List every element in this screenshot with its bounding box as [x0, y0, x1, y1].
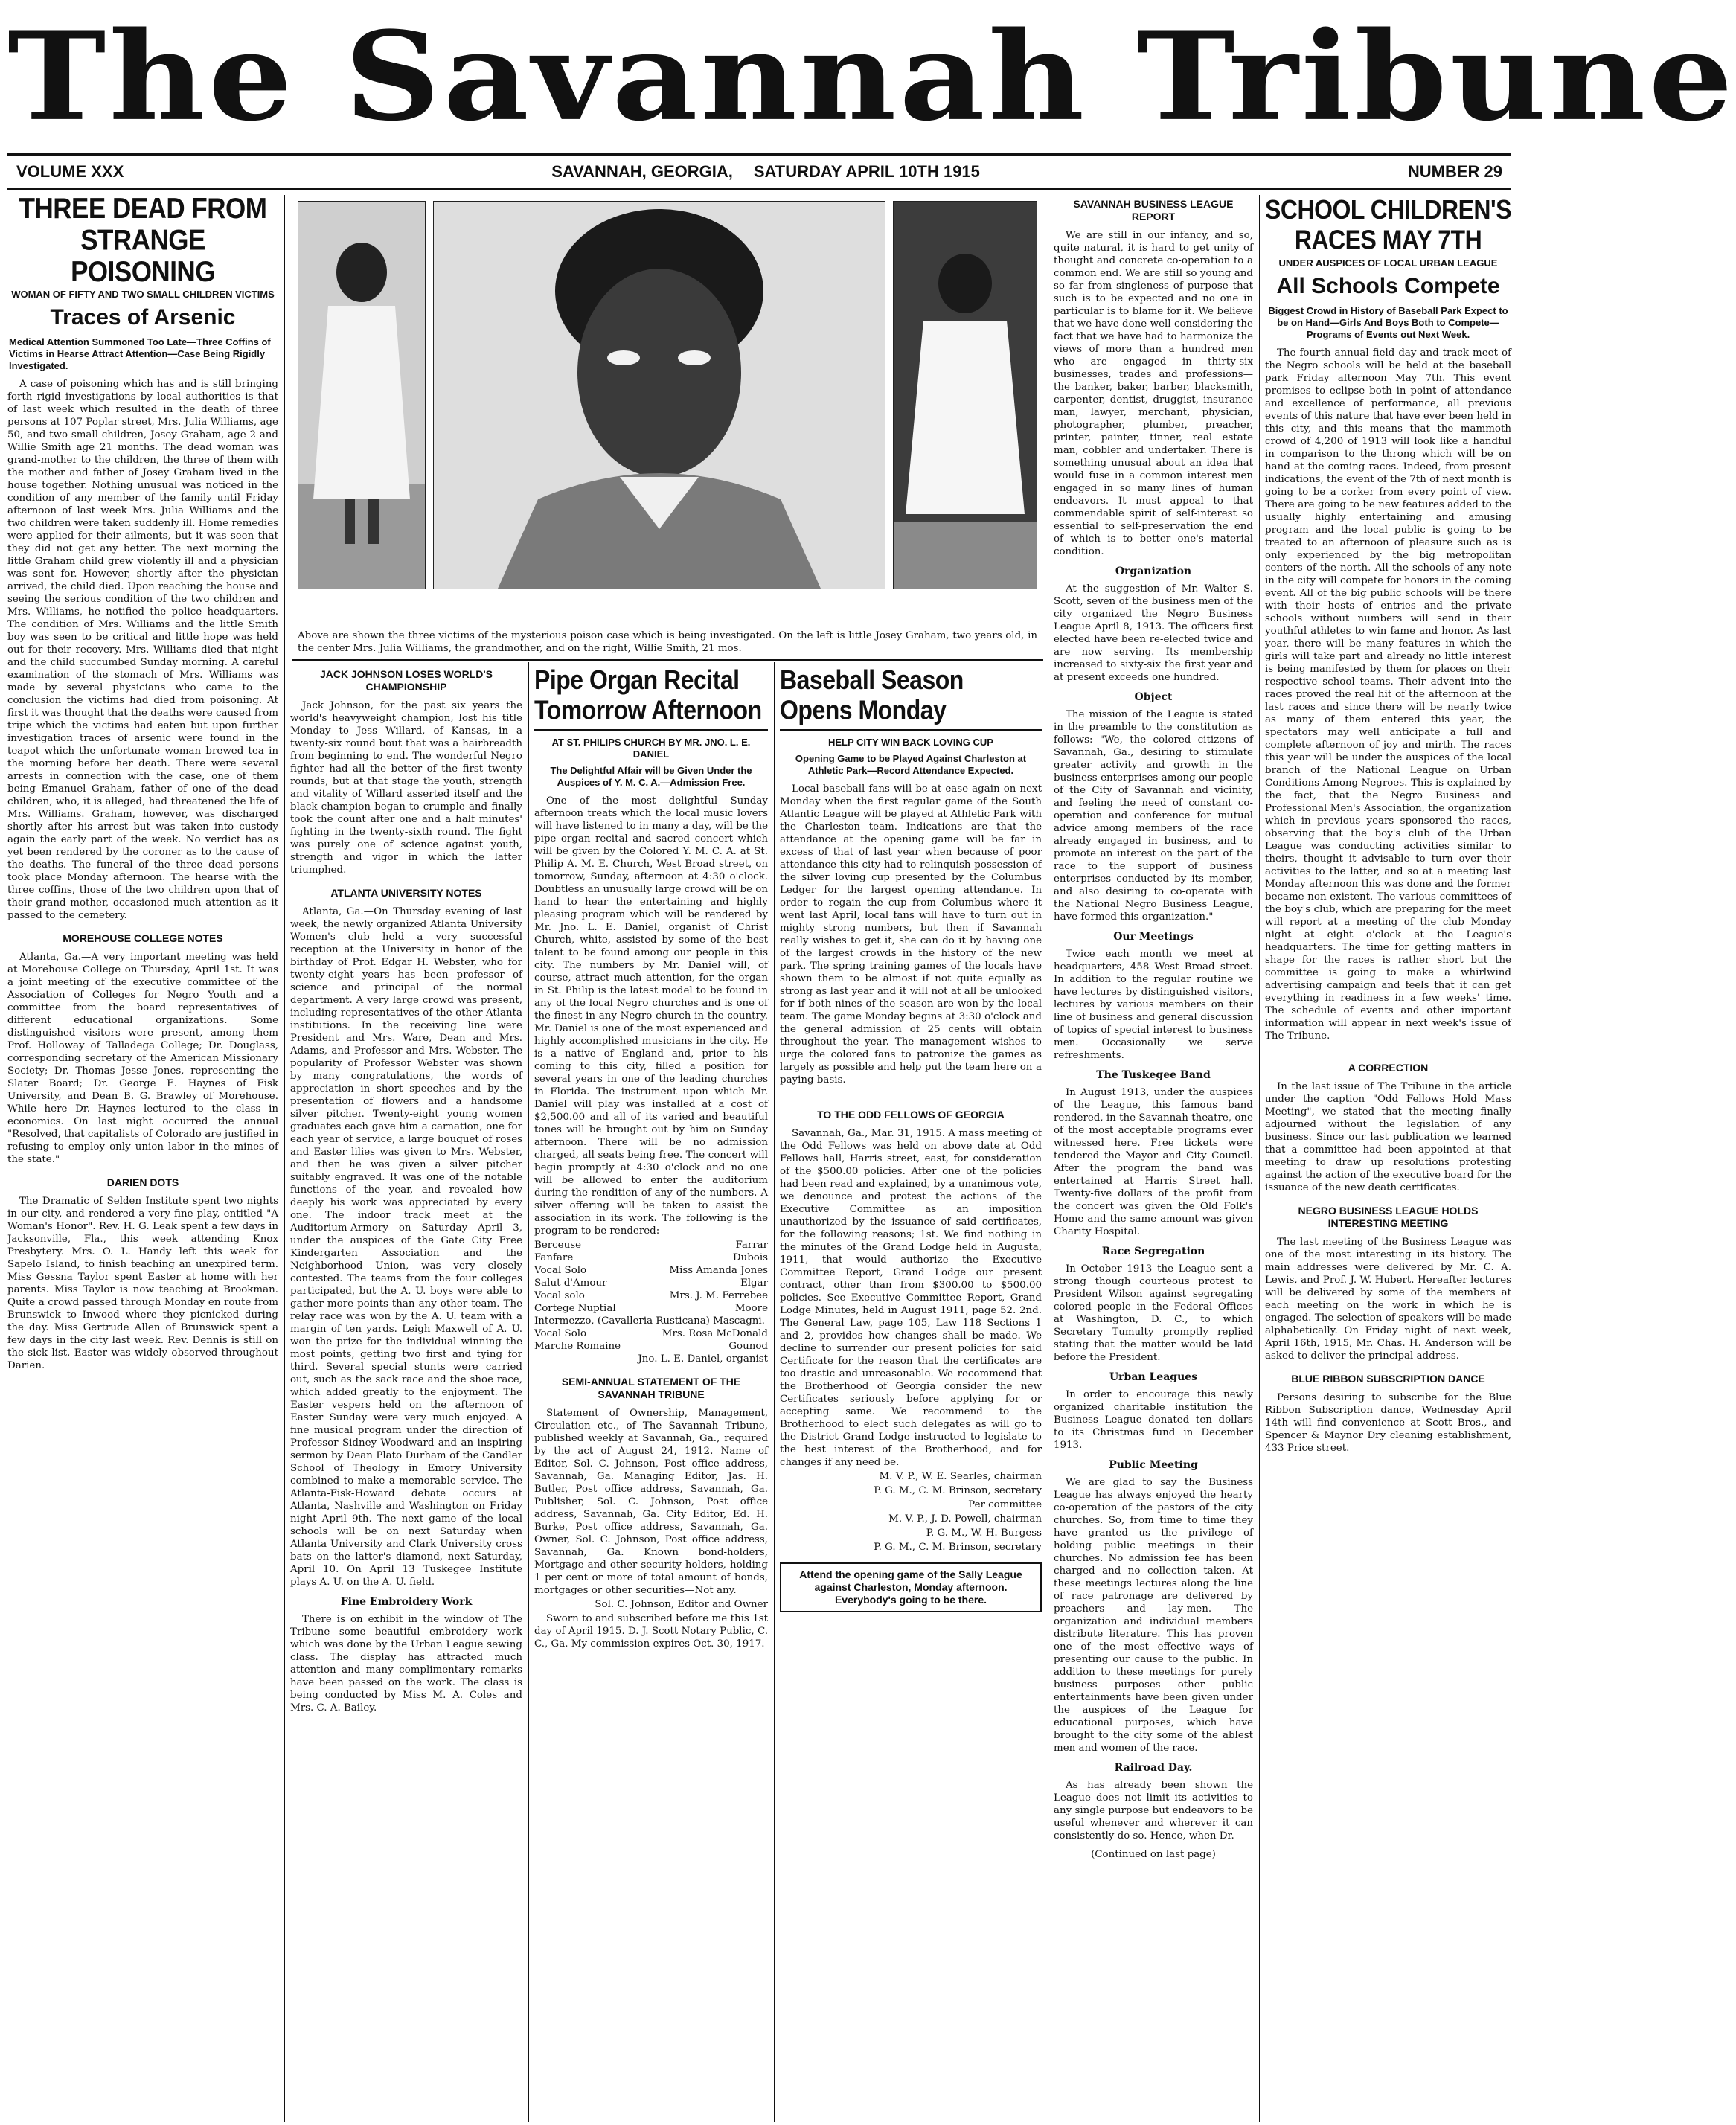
- program-item: Berceuse Farrar: [534, 1240, 768, 1251]
- date-label: SATURDAY APRIL 10TH 1915: [753, 162, 980, 181]
- oddfellows-signature: Per committee: [968, 1499, 1042, 1510]
- column-baseball: [780, 665, 1042, 2122]
- subhead-organization: Organization: [1115, 565, 1192, 577]
- subhead-arsenic: Traces of Arsenic: [50, 305, 236, 330]
- article-band-body: In August 1913, under the auspices of the League, this famous band rendered, in the Savannah theatre, one of the most acceptable programs ever witnessed here. Free tickets were tendered the Mayor and City Council. After the program the band was entertained at Harris Street hall. Twenty-five dollars of the profit from the concert was given the Old Folk's Home and the same amount was given Charity Hospital.: [1054, 1087, 1253, 1237]
- headline-atlanta: ATLANTA UNIVERSITY NOTES: [330, 887, 482, 899]
- subhead-segregation: Race Segregation: [1101, 1246, 1205, 1257]
- article-object-body: The mission of the League is stated in the preamble to the constitution as follows: "We, the colored citizens of Savannah, Ga., desiring to stimulate greater activity and growth in the business enterprises among our people of the City of Savannah and vicinity, and feeling the need of constant co-operation and conference for mutual advice among members of the race already engaged in business, and to promote an interest on the part of the race to the support of business enterprises conducted by its member, and also desiring to co-operate with the National Negro Business League, have formed this organization.": [1054, 709, 1253, 923]
- subhead-urban-leagues: Urban Leagues: [1109, 1371, 1198, 1383]
- article-correction-body: In the last issue of The Tribune in the article under the caption "Odd Fellows Hold Mass Meeting", we stated that the meeting finally adjourned without the legislation of any business. Since our last publication we learned that a committee had been appointed at that meeting to draw up resolutions protesting against the action of the executive board for the issuance of the new death certificates.: [1265, 1081, 1511, 1193]
- continued-note: (Continued on last page): [1091, 1849, 1216, 1860]
- article-urban-body: In order to encourage this newly organized charitable institution the Business League donated ten dollars to its Christmas fund in December 1913.: [1054, 1389, 1253, 1451]
- column-rule: [1259, 195, 1260, 2122]
- deck-baseball-2: Opening Game to be Played Against Charleston at Athletic Park—Record Attendance Expected.: [795, 753, 1027, 776]
- article-johnson-body: Jack Johnson, for the past six years the world's heavyweight champion, lost his title Monday to Jess Willard, of Kansas, in a twenty-six round bout that was a hairbreadth from beginning to end. The wonderful Negro fighter had all the better of the first twenty rounds, but at that stage the youth, strength and vitality of Willard asserted itself and the black champion began to crumple and finally took the count after one and a half minutes' fighting in the twenty-sixth round. The fight was purely one of science against youth, strength and vigor in which the latter triumphed.: [290, 700, 522, 876]
- headline-nbl-meeting: NEGRO BUSINESS LEAGUE HOLDS INTERESTING MEETING: [1298, 1205, 1479, 1229]
- program-list: [534, 1239, 768, 1365]
- place-label: SAVANNAH, GEORGIA,: [551, 162, 733, 181]
- photo-josey-graham: [298, 201, 426, 589]
- deck-school-races-2: Biggest Crowd in History of Baseball Park Expect to be on Hand—Girls And Boys Both to Compete—Programs of Events out Next Week.: [1268, 305, 1508, 340]
- headline-oddfellows: TO THE ODD FELLOWS OF GEORGIA: [817, 1109, 1005, 1121]
- column-business-league: [1054, 195, 1253, 2122]
- oddfellows-signature: P. G. M., W. H. Burgess: [926, 1528, 1042, 1539]
- article-league-body: We are still in our infancy, and so, quite natural, it is hard to get unity of thought and concrete co-operation to a common end. We are still so young and so far from singleness of purpose that such is to be expected and no one in particular is to blame for it. We believe that we have done well considering the fact that we have had to harmonize the views of more than a hundred men who are engaged in thirty-six businesses, trades and professions—the banker, baker, barber, blacksmith, carpenter, dentist, druggist, insurance man, lawyer, merchant, physician, photographer, plumber, preacher, printer, painter, tinner, real estate man, cobbler and undertaker. There is something unusual about an idea that would fuse in a common interest men engaged in so many lines of human endeavors. It must appeal to that commendable spirit of self-interest so essential to self-preservation the end of which is to better one's material condition.: [1054, 230, 1253, 557]
- headline-organ: Pipe Organ Recital Tomorrow Afternoon: [534, 664, 762, 725]
- page-body: [7, 192, 1511, 2122]
- subhead-public-meeting: Public Meeting: [1109, 1459, 1198, 1471]
- column-organ: [534, 665, 768, 2122]
- dateline: [7, 156, 1511, 190]
- headline-poisoning: THREE DEAD FROM STRANGE POISONING: [19, 192, 267, 288]
- headline-rule: [534, 729, 768, 731]
- program-signature: Jno. L. E. Daniel, organist: [638, 1353, 768, 1365]
- deck-medical: Medical Attention Summoned Too Late—Three Coffins of Victims in Hearse Attract Attention—Case Being Rigidly Investigated.: [9, 336, 271, 371]
- article-poisoning-body: A case of poisoning which has and is still bringing forth rigid investigations by local authorities is that of last week which resulted in the death of three persons at 107 Poplar street, Mrs. Julia Williams, age 50, and two small children, Josey Graham, age 2 and Willie Smith age 21 months. The dead woman was grand-mother to the children, the three of them with the mother and father of Josey Graham lived in the house together. Nothing unusual was noticed in the condition of any member of the family until Friday afternoon of last week Mrs. Julia Williams and the two children were taken suddenly ill. Home remedies were applied for their ailments, but it was seen that they did not get any better. The next morning the little Graham child grew violently ill and a physician was sent for. However, shortly after the physician arrived, the child died. Upon reaching the house and seeing the serious condition of the two children and Mrs. Williams, he notified the police headquarters. The condition of Mrs. Williams and the little Smith boy was seen to be critical and little hope was held out for their recovery. Mrs. Williams died that night and the child succumbed Sunday morning. A careful examination of the stomach of Mrs. Williams was made by several physicians who came to the conclusion the victims had died from poisoning. At first it was thought that the deaths were caused from tripe which the victims had eaten but upon further investigation traces of arsenic were found in the teapot which the unfortunate woman brewed tea in the morning before her death. There were several arrests in connection with the case, one of them being Emanuel Graham, father of one of the dead children, who, it is alleged, had threatened the life of Mrs. Williams. Graham, however, was discharged shortly after his arrest but was taken into custody again the early part of the week. No verdict has as yet been rendered by the coroner as to the cause of the deaths. The funeral of the three dead persons took place Monday afternoon. The hearse with the three coffins, those of the two children upon that of their grand mother, occasioned much attention as it passed to the cemetery.: [7, 379, 278, 921]
- newspaper-title: The Savannah Tribune: [7, 4, 1736, 148]
- article-public-body: We are glad to say the Business League has always enjoyed the hearty co-operation of the pastors of the city churches. So, from time to time they have granted us the privilege of holding public meetings in their churches. No admission fee has been charged and no collection taken. At these meetings lectures along the line of race patronage are delivered by preachers and lay-men. The organization and individual members distribute literature. This has proven one of the most effective ways of presenting our cause to the public. In addition to these meetings for purely business purposes other public entertainments have been given under the auspices of the League for educational purposes, which have brought to the city some of the ablest men and women of the race.: [1054, 1477, 1253, 1754]
- oddfellows-signature: M. V. P., J. D. Powell, chairman: [888, 1513, 1042, 1525]
- statement-signature: Sol. C. Johnson, Editor and Owner: [595, 1599, 768, 1610]
- headline-johnson: JACK JOHNSON LOSES WORLD'S CHAMPIONSHIP: [319, 668, 493, 693]
- column-rule: [284, 195, 285, 2122]
- deck-poisoning: WOMAN OF FIFTY AND TWO SMALL CHILDREN VICTIMS: [11, 289, 275, 300]
- photo-caption: Above are shown the three victims of the mysterious poison case which is being investigated. On the left is little Josey Graham, two years old, in the center Mrs. Julia Williams, the grandmother, and on the right, Willie Smith, 21 mos.: [298, 630, 1037, 654]
- article-morehouse-body: Atlanta, Ga.—A very important meeting was held at Morehouse College on Thursday, April 1st. It was a joint meeting of the executive committee of the Association of Colleges for Negro Youth and a committee from the board representatives of different educational organizations. Some distinguished visitors were present, among them Prof. Holloway of Talladega College; Dr. Douglass, corresponding secretary of the American Missionary Society; Dr. Thomas Jesse Jones, representing the Slater Board; Dr. George E. Haynes of Fisk University, and Dean B. G. Brawley of Morehouse. While here Dr. Haynes lectured to the class in economics. On last night occurred the annual "Resolved, that capitalists of Colorado are justified in refusing to employ only union labor in the mines of the state.": [7, 952, 278, 1165]
- headline-baseball: Baseball Season Opens Monday: [780, 664, 964, 725]
- program-item: Fanfare Dubois: [534, 1252, 768, 1263]
- program-item: Salut d'Amour Elgar: [534, 1278, 768, 1289]
- headline-correction: A CORRECTION: [1348, 1062, 1429, 1074]
- article-nbl-body: The last meeting of the Business League was one of the most interesting in its history. The main addresses were delivered by Mr. C. A. Lewis, and Prof. J. W. Hubert. Hereafter lectures will be delivered by some of the members at each meeting on the work in which he is engaged. The selection of speakers will be made alphabetically. On Friday night of next week, April 16th, 1915, Mr. Chas. H. Anderson will be asked to deliver the principal address.: [1265, 1237, 1511, 1362]
- deck-baseball: HELP CITY WIN BACK LOVING CUP: [828, 737, 993, 748]
- column-rule: [774, 662, 775, 2122]
- subhead-meetings: Our Meetings: [1113, 931, 1194, 943]
- column-school-races: [1265, 195, 1511, 2122]
- masthead: [7, 4, 1736, 156]
- headline-statement: SEMI-ANNUAL STATEMENT OF THE SAVANNAH TRIBUNE: [561, 1376, 741, 1400]
- article-embroidery-body: There is on exhibit in the window of The Tribune some beautiful embroidery work which was done by the Urban League sewing class. The display has attracted much attention and many complimentary remarks have been passed on the work. The class is being conducted by Miss M. A. Coles and Mrs. C. A. Bailey.: [290, 1614, 522, 1714]
- opening-game-notice: Attend the opening game of the Sally League against Charleston, Monday afternoon. Everybody's going to be there.: [780, 1562, 1042, 1612]
- headline-darien: DARIEN DOTS: [106, 1176, 179, 1188]
- article-school-races-body: The fourth annual field day and track meet of the Negro schools will be held at the baseball park Friday afternoon May 7th. This event promises to eclipse both in point of attendance and excellence of performance, all previous events of this nature that have ever been held in this city, and this means that the mammoth crowd of 4,200 of 1913 will look like a handful in comparison to the throng which will be on hand at the coming races. Indeed, from present indications, the event of the 7th of next month is going to be a corker from every point of view. There are going to be new features added to the usually highly entertaining and amusing program and the local public is going to be treated to an afternoon of pleasure such as is only experienced by the big metropolitan centers of the north. All the schools of any note in the city will compete for honors in the coming event. All of the big public schools will be there with their hosts of entries and the private schools without numbers will send in their youthful athletes to win fame and honor. As last year, there will be many features in which the girls will take part and already no little interest is being manifested by them for places on their respective school teams. Their advent into the races proved the real hit of the afternoon at the last races and since there will be nearly twice as many of them entered this year, the spectators may well anticipate a full and complete afternoon of joy and mirth. The races this year will be under the auspices of the local branch of the National League on Urban Conditions Among Negroes. This is explained by the fact, that the Negro Business and Professional Men's Association, the organization which in previous years sponsored the races, observing that the boy's club of the Urban League was conducting activities similar to theirs, thought it advisable to turn over their activities to the latter, and so at a meeting last Monday afternoon this was done and the former became non-existent. The various committees of the boy's club, which are preparing for the meet will report at a meeting of the club Monday night at eight o'clock at the League's headquarters. The time for getting matters in shape for the races is rather short but the committee is going to make a whirlwind advertising campaign and feels that it can get everything in readiness in a few weeks' time. The schedule of events and other important information will appear in next week's issue of The Tribune.: [1265, 347, 1511, 1042]
- program-item: Intermezzo, (Cavalleria Rusticana) Mascagni.: [534, 1315, 765, 1327]
- program-item: Cortege Nuptial Moore: [534, 1303, 768, 1314]
- column-rule: [528, 662, 529, 2122]
- article-atlanta-body: Atlanta, Ga.—On Thursday evening of last week, the newly organized Atlanta University Women's club held a very successful reception at the University in honor of the birthday of Prof. Edgar H. Webster, who for twenty-eight years has been professor of science and principal of the normal department. A very large crowd was present, including representatives of the other Atlanta institutions. In the receiving line were President and Mrs. Ware, Dean and Mrs. Adams, and Professor and Mrs. Webster. The popularity of Professor Webster was shown by many congratulations, the words of appreciation in short speeches and by the presentation of flowers and a handsome silver pitcher. Twenty-eight young women graduates each gave him a carnation, one for each year of service, a large bouquet of roses and Easter lilies was given to Mrs. Webster, and then he was given a silver pitcher suitably engraved. It was one of the notable functions of the year, and revealed how deeply his work was appreciated by every one. The indoor track meet at the Auditorium-Armory on Saturday April 3, under the auspices of the Gate City Free Kindergarten Association and the Neighborhood Union, was very closely contested. The teams from the four colleges participated, but the A. U. boys were able to gather more points than any other team. The relay race was won by the A. U. team with a margin of ten yards. Leigh Maxwell of A. U. won the prize for the individual winning the most points, getting two first and tying for third. Several special stunts were carried out, such as the sack race and the shoe race, which added greatly to the enjoyment. The Easter vespers held on the afternoon of Easter Sunday were very much enjoyed. A fine musical program under the direction of Professor Sidney Woodward and an inspiring sermon by Dean Plato Durham of the Candler School of Theology in Emory University combined to make a memorable service. The Atlanta-Fisk-Howard debate occurs at Atlanta, Nashville and Washington on Friday night April 9th. The next game of the local schools will be on next Saturday when Atlanta University and Clark University cross bats on the latter's diamond, next Saturday, April 10. On April 13 Tuskegee Institute plays A. U. on the A. U. field.: [290, 906, 522, 1588]
- deck-school-races: UNDER AUSPICES OF LOCAL URBAN LEAGUE: [1278, 257, 1498, 269]
- column-poisoning: [7, 192, 278, 2122]
- article-darien-body: The Dramatic of Selden Institute spent two nights in our city, and rendered a very fine play, entitled "A Woman's Honor". Rev. H. G. Leak spent a few days in Jacksonville, Fla., this week attending Knox Presbytery. Mrs. O. L. Handy left this week for Sapelo Island, to finish teaching an unexpired term. Miss Gessna Taylor spent Easter at home with her parents. Miss Taylor is now teaching at Brookman. Quite a crowd passed through Monday en route from Brunswick to Inwood where they picnicked during the day. Miss Gertrude Allen of Brunswick spent a few days in the city last week. Rev. Dennis is still on the sick list. Easter was widely observed throughout Darien.: [7, 1196, 278, 1371]
- article-baseball-body: Local baseball fans will be at ease again on next Monday when the first regular game of the South Atlantic League will be played at Athletic Park with the Charleston team. Indications are that the attendance at the opening game will be far in excess of that of last year when because of poor attendance this city had to relinquish possession of the silver loving cup presented by the Columbus Ledger for the largest opening attendance. In order to regain the cup from Columbus where it went last April, local fans will have to turn out in mighty strong numbers, but then if Savannah really wishes to get it, she can do it by having one of the largest crowds in the history of the new park. The spring training games of the locals have shown them to be almost if not quite equally as strong as last year and it will not at all be unlooked for if both nines of the season are won by the local team. The game Monday begins at 3:30 o'clock and the general admission of 25 cents will obtain throughout the year. The management wishes to urge the colored fans to patronize the games as largely as possible and help put the team here on a paying basis.: [780, 783, 1042, 1086]
- article-segregation-body: In October 1913 the League sent a strong though courteous protest to President Wilson against segregating colored people in the Federal Offices at Washington, D. C., to which Secretary Tumulty promptly replied stating that the matter would be laid before the President.: [1054, 1263, 1253, 1363]
- article-oddfellows-body: Savannah, Ga., Mar. 31, 1915. A mass meeting of the Odd Fellows was held on above date at Odd Fellows hall, Harris street, east, for consideration of the $500.00 policies. After one of the policies had been read and explained, by a unanimous vote, we denounce and protest the actions of the Executive Committee as an imposition unauthorized by the issuance of said certificates, for the following reasons; 1st. We find nothing in the minutes of the Grand Lodge held in Augusta, 1911, that would authorize the Executive Committee Report, Grand Lodge our present contract, other than from $300.00 to $500.00 policies. See Executive Committee Report, Grand Lodge Minutes, held in August 1911, page 52. 2nd. The General Law, page 105, Law 118 Sections 1 and 2, provides how changes shall be made. We decline to surrender our present policies for said Certificate for the reason that the certificates are too drastic and unreasonable. We recommend that the Brotherhood of Georgia consider the new Certificates seriously before applying for or accepting same. We recommend to the Brotherhood to elect such delegates as will go to the District Grand Lodge instructed to legislate to the best interest of the Brotherhood, and for changes if any need be.: [780, 1128, 1042, 1468]
- photo-julia-williams: [433, 201, 885, 589]
- deck-organ-2: The Delightful Affair will be Given Under the Auspices of Y. M. C. A.—Admission Free.: [550, 765, 752, 788]
- program-item: Vocal Solo Mrs. Rosa McDonald: [534, 1328, 768, 1339]
- photo-section: [292, 196, 1043, 661]
- article-statement-body: Statement of Ownership, Management, Circulation etc., of The Savannah Tribune, published weekly at Savannah, Ga., required by the act of August 24, 1912. Name of Editor, Sol. C. Johnson, Post office address, Savannah, Ga. Managing Editor, Jas. H. Butler, Post office address, Savannah, Ga. Publisher, Sol. C. Johnson, Post office address, Savannah, Ga. City Editor, Ed. H. Burke, Post office address, Savannah, Ga. Owner, Sol. C. Johnson, Post office address, Savannah, Ga. Known bond-holders, Mortgage and other security holders, holding 1 per cent or more of total amount of bonds, mortgages or other securities—Not any.: [534, 1408, 768, 1596]
- subhead-tuskegee-band: The Tuskegee Band: [1096, 1069, 1211, 1081]
- article-meetings-body: Twice each month we meet at headquarters, 458 West Broad street. In addition to the regular routine we have lectures by distinguished visitors, lectures by various members on their line of business and general discussion of topics of special interest to business men. Occasionally we serve refreshments.: [1054, 949, 1253, 1061]
- subhead-object: Object: [1134, 691, 1173, 703]
- volume-label: VOLUME XXX: [16, 162, 124, 181]
- statement-notary: Sworn to and subscribed before me this 1st day of April 1915. D. J. Scott Notary Public, C. C., Ga. My commission expires Oct. 30, 1917.: [534, 1613, 768, 1650]
- program-item: Vocal Solo Miss Amanda Jones: [534, 1265, 768, 1276]
- headline-morehouse: MOREHOUSE COLLEGE NOTES: [63, 932, 223, 944]
- subhead-railroad-day: Railroad Day.: [1114, 1762, 1193, 1774]
- program-item: Marche Romaine Gounod: [534, 1341, 768, 1352]
- oddfellows-signature: P. G. M., C. M. Brinson, secretary: [874, 1542, 1042, 1553]
- headline-embroidery: Fine Embroidery Work: [340, 1596, 473, 1608]
- headline-business-league: SAVANNAH BUSINESS LEAGUE REPORT: [1073, 198, 1234, 222]
- deck-organ: AT ST. PHILIPS CHURCH BY MR. JNO. L. E. DANIEL: [551, 737, 751, 760]
- photo-willie-smith: [893, 201, 1037, 589]
- issue-number: NUMBER 29: [1407, 162, 1502, 181]
- article-railroad-body: As has already been shown the League does not limit its activities to any single purpose but endeavors to be useful whenever and wherever it can consistently do so. Hence, when Dr.: [1054, 1780, 1253, 1842]
- program-item: Vocal solo Mrs. J. M. Ferrebee: [534, 1290, 768, 1301]
- headline-school-races: SCHOOL CHILDREN'S RACES MAY 7TH: [1265, 194, 1511, 255]
- article-organ-body: One of the most delightful Sunday afternoon treats which the local music lovers will have listened to in many a day, will be the pipe organ recital and sacred concert which will be given by the Colored Y. M. C. A. at St. Philip A. M. E. Church, West Broad street, on tomorrow, Sunday, afternoon at 4:30 o'clock. Doubtless an unusually large crowd will be on hand to hear the entertaining and highly pleasing program which will be rendered by Mr. Jno. L. E. Daniel, organist of Christ Church, white, assisted by some of the best talent to be found among our people in this city. The numbers by Mr. Daniel will, of course, attract much attention, for the organ in St. Philip is the latest model to be found in any of the local Negro churches and is one of the finest in any Negro church in the country. Mr. Daniel is one of the most experienced and highly accomplished musicians in the city. He is a native of England and, prior to his coming to this city, filled a position for several years in one of the leading churches in Florida. The instrument upon which Mr. Daniel will play was installed at a cost of $2,500.00 and all of its varied and beautiful tones will be brought out by him on Sunday afternoon. There will be no admission charged, all seats being free. The concert will begin promptly at 4:30 o'clock and no one will be allowed to enter the auditorium during the rendition of any of the numbers. A silver offering will be taken to assist the association in its work. The following is the program to be rendered:: [534, 795, 768, 1237]
- column-johnson: [290, 665, 522, 2122]
- oddfellows-signature: P. G. M., C. M. Brinson, secretary: [874, 1485, 1042, 1496]
- article-organization-body: At the suggestion of Mr. Walter S. Scott, seven of the business men of the city organized the Negro Business League April 8, 1913. The officers first elected have been re-elected twice and are now serving. Its membership increased to sixty-six the first year and at present exceeds one hundred.: [1054, 583, 1253, 683]
- headline-blue-ribbon: BLUE RIBBON SUBSCRIPTION DANCE: [1291, 1373, 1485, 1385]
- headline-rule: [780, 729, 1042, 731]
- oddfellows-signature: M. V. P., W. E. Searles, chairman: [879, 1471, 1042, 1482]
- subhead-all-schools: All Schools Compete: [1276, 274, 1500, 298]
- article-ribbon-body: Persons desiring to subscribe for the Blue Ribbon Subscription dance, Wednesday April 14th will find convenience at Scott Bros., and Spencer & Maynor Dry cleaning establishment, 433 Price street.: [1265, 1392, 1511, 1454]
